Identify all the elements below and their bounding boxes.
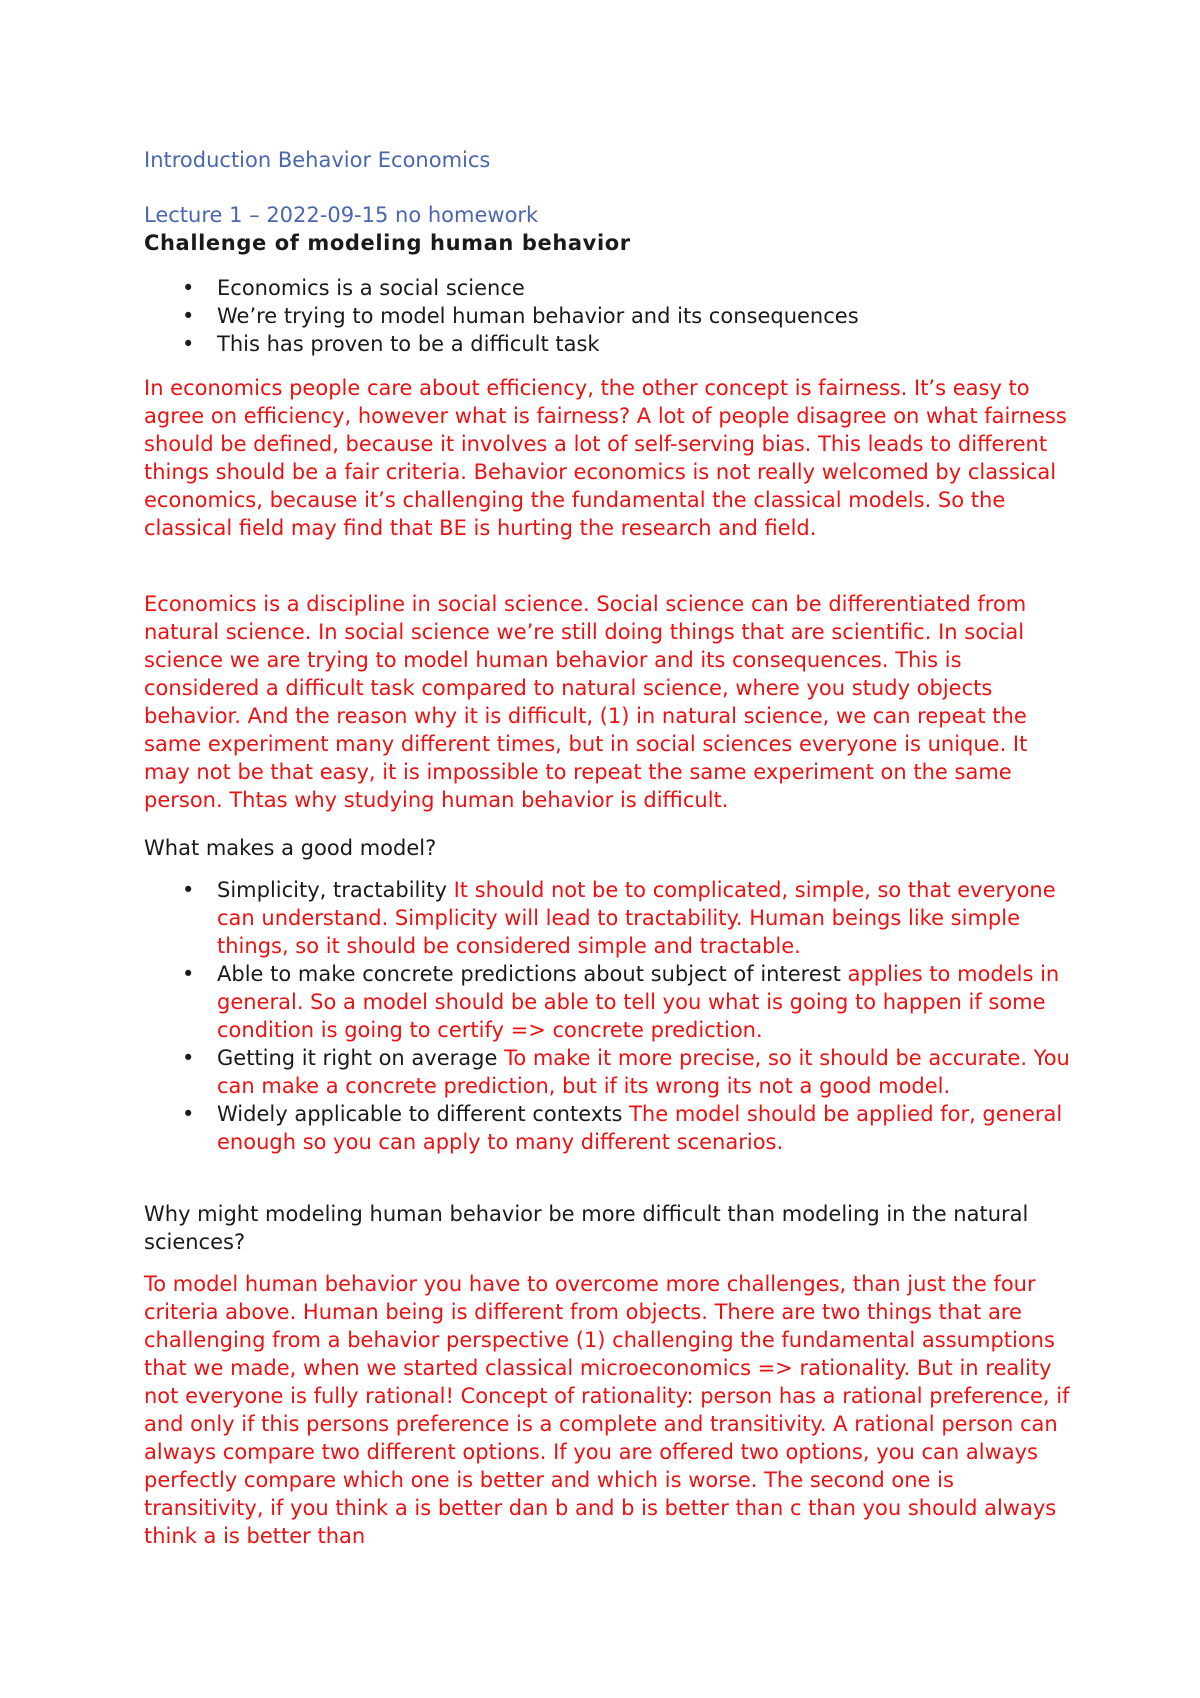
question-difficulty: Why might modeling human behavior be more difficult than modeling in the natural sciences? bbox=[144, 1202, 1029, 1254]
criterion-label: Simplicity, tractability bbox=[217, 878, 447, 902]
bullet-icon: • bbox=[182, 332, 195, 356]
paragraph-fairness: In economics people care about efficiency, the other concept is fairness. It’s easy to agree on efficiency, however what is fairness? A lot of people disagree on what fairness should be defined, because it involves a lot of self-serving bias. This leads to different things should be a fair criteria. Behavior economics is not really welcomed by classical economics, because it’s challenging the fundamental the classical models. So the classical field may find that BE is hurting the research and field. bbox=[144, 376, 1067, 540]
list-item bbox=[144, 1100, 1074, 1156]
bullet-icon: • bbox=[182, 1046, 195, 1070]
list-item bbox=[144, 876, 1074, 960]
model-criteria-list bbox=[144, 876, 1074, 1156]
question-good-model: What makes a good model? bbox=[144, 836, 437, 860]
list-item bbox=[144, 302, 1074, 330]
criterion-label: Able to make concrete predictions about subject of interest bbox=[217, 962, 841, 986]
list-item bbox=[144, 1044, 1074, 1100]
criterion-note: It should not be to complicated, simple, so that everyone can understand. Simplicity will lead to tractability. Human beings like simple things, so it should be considered simple and tractable. bbox=[217, 878, 1056, 958]
criterion-note: To make it more precise, so it should be accurate. You can make a concrete prediction, but if its wrong its not a good model. bbox=[217, 1046, 1070, 1098]
criterion-label: Getting it right on average bbox=[217, 1046, 498, 1070]
bullet-text: This has proven to be a difficult task bbox=[217, 332, 600, 356]
bullet-icon: • bbox=[182, 878, 195, 902]
document-title: Introduction Behavior Economics bbox=[144, 148, 491, 172]
criterion-note: applies to models in general. So a model should be able to tell you what is going to happen if some condition is going to certify => concrete prediction. bbox=[217, 962, 1060, 1042]
bullet-icon: • bbox=[182, 276, 195, 300]
bullet-text: Economics is a social science bbox=[217, 276, 525, 300]
list-item bbox=[144, 274, 1074, 302]
criterion-note: The model should be applied for, general enough so you can apply to many different scenarios. bbox=[217, 1102, 1063, 1154]
criterion-label: Widely applicable to different contexts bbox=[217, 1102, 623, 1126]
bullet-icon: • bbox=[182, 304, 195, 328]
paragraph-social-science: Economics is a discipline in social science. Social science can be differentiated from natural science. In social science we’re still doing things that are scientific. In social science we are trying to model human behavior and its consequences. This is considered a difficult task compared to natural science, where you study objects behavior. And the reason why it is difficult, (1) in natural science, we can repeat the same experiment many different times, but in social sciences everyone is unique. It may not be that easy, it is impossible to repeat the same experiment on the same person. Thtas why studying human behavior is difficult. bbox=[144, 592, 1028, 812]
list-item bbox=[144, 960, 1074, 1044]
document-page bbox=[144, 0, 1074, 1698]
paragraph-rationality: To model human behavior you have to overcome more challenges, than just the four criteria above. Human being is different from objects. There are two things that are challenging from a behavior perspective (1) challenging the fundamental assumptions that we made, when we started classical microeconomics => rationality. But in reality not everyone is fully rational! Concept of rationality: person has a rational preference, if and only if this persons preference is a complete and transitivity. A rational person can always compare two different options. If you are offered two options, you can always perfectly compare which one is better and which is worse. The second one is transitivity, if you think a is better dan b and b is better than c than you should always think a is better than bbox=[144, 1272, 1070, 1548]
intro-bullet-list bbox=[144, 274, 1074, 358]
list-item bbox=[144, 330, 1074, 358]
bullet-icon: • bbox=[182, 1102, 195, 1126]
lecture-line: Lecture 1 – 2022-09-15 no homework bbox=[144, 203, 539, 227]
section-heading: Challenge of modeling human behavior bbox=[144, 231, 631, 255]
bullet-text: We’re trying to model human behavior and its consequences bbox=[217, 304, 859, 328]
bullet-icon: • bbox=[182, 962, 195, 986]
